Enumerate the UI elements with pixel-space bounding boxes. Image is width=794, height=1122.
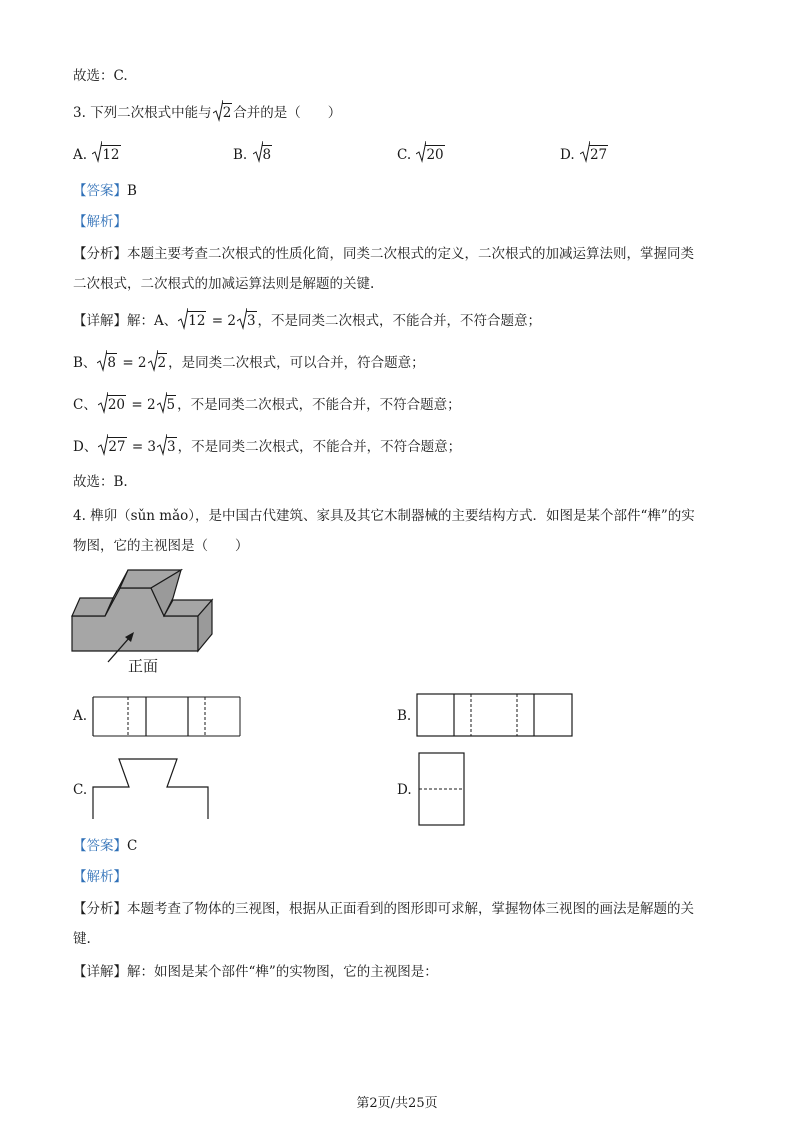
detail-tag: 【详解】 bbox=[73, 964, 127, 980]
fenxi-tag: 【分析】 bbox=[73, 901, 127, 917]
stem-text-after: 合并的是（ ） bbox=[233, 105, 342, 121]
radical-sign-icon bbox=[98, 392, 108, 414]
q4-option-b-label: B. bbox=[397, 708, 412, 724]
sqrt-expression: 12 bbox=[178, 311, 206, 331]
radical-sign-icon bbox=[580, 141, 590, 163]
q4-option-d-figure bbox=[418, 752, 466, 827]
page-footer: 第2页/共25页 bbox=[356, 1096, 438, 1111]
radical-sign-icon bbox=[213, 100, 223, 122]
sqrt-expression: 27 bbox=[98, 437, 126, 457]
sqrt-expression: 12 bbox=[92, 144, 120, 166]
answer-tag: 【答案】 bbox=[73, 838, 127, 854]
fenxi-line-2: 二次根式，二次根式的加减运算法则是解题的关键. bbox=[73, 276, 375, 292]
radical-sign-icon bbox=[97, 350, 107, 372]
option-d: D. 27 bbox=[560, 144, 609, 166]
sqrt-expression: 27 bbox=[580, 144, 608, 166]
sqrt-expression: 2 bbox=[213, 103, 233, 123]
q4-fenxi-line-1: 【分析】本题考查了物体的三视图，根据从正面看到的图形即可求解，掌握物体三视图的画法是解题的关 bbox=[73, 901, 694, 917]
sqrt-expression: 3 bbox=[157, 437, 177, 457]
radical-sign-icon bbox=[237, 308, 247, 330]
radical-sign-icon bbox=[157, 392, 167, 414]
fenxi-line-1: 【分析】本题主要考查二次根式的性质化简，同类二次根式的定义，二次根式的加减运算法则，掌握同类 bbox=[73, 246, 694, 262]
q4-detail-line: 【详解】解：如图是某个部件“榫”的实物图，它的主视图是： bbox=[73, 964, 438, 980]
q4-option-b-figure bbox=[416, 693, 574, 738]
option-a: A. 12 bbox=[73, 144, 122, 166]
option-b: B. 8 bbox=[233, 144, 273, 166]
q4-analysis-tag: 【解析】 bbox=[73, 869, 127, 885]
detail-c-line: C、 20 = 2 5 ，不是同类二次根式，不能合并，不符合题意； bbox=[73, 395, 461, 415]
sqrt-expression: 8 bbox=[253, 144, 273, 166]
fenxi-tag: 【分析】 bbox=[73, 246, 127, 262]
q4-option-d-label: D. bbox=[397, 782, 412, 798]
answer-line bbox=[73, 181, 137, 201]
stem-text-before: 下列二次根式中能与 bbox=[90, 105, 212, 121]
answer-value: C bbox=[127, 838, 138, 854]
question-4-stem-line-1: 4. 榫卯（sǔn mǎo），是中国古代建筑、家具及其它木制器械的主要结构方式．如图是某个部件“榫”的实 bbox=[73, 508, 695, 524]
front-label: 正面 bbox=[128, 657, 159, 675]
question-3-stem bbox=[73, 103, 341, 123]
sqrt-expression: 8 bbox=[97, 353, 117, 373]
sqrt-expression: 3 bbox=[237, 311, 257, 331]
q4-option-a-figure bbox=[92, 696, 242, 738]
q3-conclusion: 故选：B. bbox=[73, 474, 128, 490]
detail-b-line: B、 8 = 2 2 ，是同类二次根式，可以合并，符合题意； bbox=[73, 353, 425, 373]
sqrt-expression: 20 bbox=[98, 395, 126, 415]
radical-sign-icon bbox=[98, 434, 108, 456]
radical-sign-icon bbox=[253, 141, 263, 163]
question-number: 3. bbox=[73, 105, 86, 121]
sqrt-expression: 20 bbox=[416, 144, 444, 166]
q4-option-c-label: C. bbox=[73, 782, 88, 798]
analysis-tag: 【解析】 bbox=[73, 214, 127, 230]
answer-value: B bbox=[127, 183, 137, 199]
q4-option-a-label: A. bbox=[73, 708, 88, 724]
radical-sign-icon bbox=[178, 308, 188, 330]
detail-d-line: D、 27 = 3 3 ，不是同类二次根式，不能合并，不符合题意； bbox=[73, 437, 461, 457]
radical-sign-icon bbox=[148, 350, 158, 372]
q4-answer-line bbox=[73, 836, 137, 856]
answer-tag: 【答案】 bbox=[73, 183, 127, 199]
sqrt-expression: 2 bbox=[148, 353, 168, 373]
previous-conclusion: 故选：C. bbox=[73, 68, 128, 84]
q4-fenxi-line-2: 键. bbox=[73, 931, 91, 947]
question-4-stem-line-2: 物图，它的主视图是（ ） bbox=[73, 538, 249, 554]
radical-sign-icon bbox=[157, 434, 167, 456]
q4-option-c-figure bbox=[92, 758, 210, 820]
radical-sign-icon bbox=[416, 141, 426, 163]
radical-sign-icon bbox=[92, 141, 102, 163]
detail-a-line: 【详解】解：A、 12 = 2 3 ，不是同类二次根式，不能合并，不符合题意； bbox=[73, 311, 541, 331]
sqrt-expression: 5 bbox=[157, 395, 177, 415]
option-c: C. 20 bbox=[397, 144, 446, 166]
detail-tag: 【详解】 bbox=[73, 313, 127, 329]
